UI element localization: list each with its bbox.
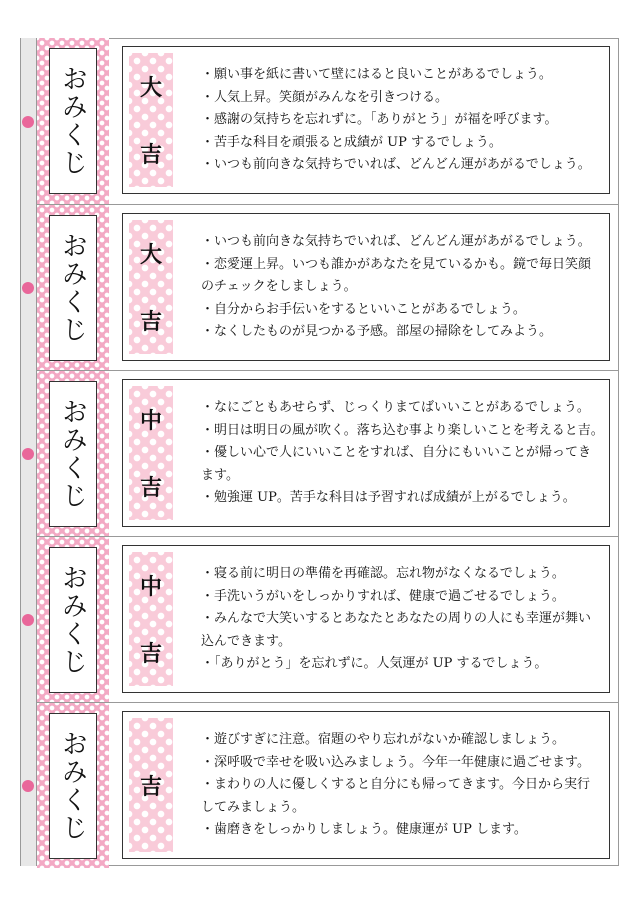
fortune-message-list bbox=[201, 64, 601, 177]
title-box bbox=[49, 381, 97, 527]
fortune-content-box bbox=[122, 545, 610, 693]
fortune-content-box bbox=[122, 711, 610, 859]
fortune-label bbox=[129, 53, 173, 187]
omikuji-slip bbox=[36, 204, 619, 370]
fortune-message-list bbox=[201, 563, 601, 676]
fortune-message-line: ・願い事を紙に書いて壁にはると良いことがあるでしょう。 bbox=[201, 67, 552, 82]
title-box bbox=[49, 48, 97, 194]
fortune-message-list bbox=[201, 397, 604, 510]
slip-title: おみくじ bbox=[57, 65, 88, 177]
title-box bbox=[49, 547, 97, 693]
fortune-message-line: ・寝る前に明日の準備を再確認。忘れ物がなくなるでしょう。 bbox=[201, 566, 565, 581]
fortune-message-line: ・遊びすぎに注意。宿題のやり忘れがないか確認しましょう。 bbox=[201, 732, 566, 747]
fortune-message-line: ・苦手な科目を頑張ると成績が UP するでしょう。 bbox=[201, 134, 502, 150]
fortune-char: 中 bbox=[139, 575, 162, 600]
fortune-message-line: ・人気上昇。笑顔がみんなを引きつける。 bbox=[201, 89, 449, 105]
binding-hole-dot bbox=[22, 282, 34, 294]
fortune-message-line: ・明日は明日の風が吹く。落ち込む事より楽しいことを考えると吉。 bbox=[201, 422, 604, 438]
fortune-message-line: ・なくしたものが見つかる予感。部屋の掃除をしてみよう。 bbox=[201, 324, 553, 339]
pink-dotted-band bbox=[37, 703, 109, 868]
fortune-label bbox=[129, 552, 173, 686]
binding-hole-dot bbox=[22, 116, 34, 128]
fortune-char: 吉 bbox=[139, 310, 162, 335]
fortune-message-line: ・自分からお手伝いをするといいことがあるでしょう。 bbox=[201, 301, 526, 317]
binding-hole-dot bbox=[22, 614, 34, 626]
pink-dotted-band bbox=[37, 371, 109, 536]
fortune-char: 吉 bbox=[139, 642, 162, 667]
fortune-content-box bbox=[122, 46, 610, 194]
fortune-message-line: ます。 bbox=[201, 467, 239, 483]
fortune-char: 吉 bbox=[139, 774, 162, 800]
omikuji-slip bbox=[36, 702, 619, 868]
fortune-content-box bbox=[122, 213, 610, 361]
fortune-char: 中 bbox=[139, 409, 162, 434]
fortune-char: 大 bbox=[139, 76, 162, 101]
fortune-message-line: ・いつも前向きな気持ちでいれば、どんどん運があがるでしょう。 bbox=[201, 234, 591, 249]
fortune-char: 吉 bbox=[139, 143, 162, 168]
fortune-message-line: ・勉強運 UP。苦手な科目は予習すれば成績が上がるでしょう。 bbox=[201, 490, 576, 505]
fortune-message-line: ・恋愛運上昇。いつも誰かがあなたを見ているかも。鏡で毎日笑顔 bbox=[201, 256, 592, 272]
fortune-message-line: 込んできます。 bbox=[201, 633, 291, 649]
fortune-message-line: してみましょう。 bbox=[201, 799, 306, 815]
omikuji-slip bbox=[36, 38, 619, 204]
title-box bbox=[49, 215, 97, 361]
fortune-message-line: ・深呼吸で幸せを吸い込みましょう。今年一年健康に過ごせます。 bbox=[201, 754, 590, 770]
fortune-message-line: ・優しい心で人にいいことをすれば、自分にもいいことが帰ってき bbox=[201, 445, 592, 460]
fortune-message-line: ・歯磨きをしっかりしましょう。健康運が UP します。 bbox=[201, 822, 527, 837]
fortune-char: 吉 bbox=[139, 476, 162, 501]
fortune-message-line: ・感謝の気持ちを忘れずに。「ありがとう」が福を呼びます。 bbox=[201, 112, 558, 127]
pink-dotted-band bbox=[37, 38, 109, 204]
slip-title: おみくじ bbox=[57, 398, 88, 510]
fortune-content-box bbox=[122, 379, 610, 527]
fortune-message-line: ・まわりの人に優しくすると自分にも帰ってきます。今日から実行 bbox=[201, 777, 590, 792]
fortune-label bbox=[129, 718, 173, 852]
fortune-message-line: のチェックをしましょう。 bbox=[201, 279, 357, 294]
fortune-message-line: ・手洗いうがいをしっかりすれば、健康で過ごせるでしょう。 bbox=[201, 588, 565, 604]
pink-dotted-band bbox=[37, 537, 109, 702]
fortune-message-line: ・「ありがとう」を忘れずに。人気運が UP するでしょう。 bbox=[201, 656, 548, 671]
fortune-message-list bbox=[201, 231, 601, 344]
fortune-char: 大 bbox=[139, 243, 162, 268]
fortune-label bbox=[129, 386, 173, 520]
slip-title: おみくじ bbox=[57, 564, 88, 676]
binding-hole-dot bbox=[22, 448, 34, 460]
slip-title: おみくじ bbox=[57, 730, 88, 842]
fortune-message-line: ・いつも前向きな気持ちでいれば、どんどん運があがるでしょう。 bbox=[201, 157, 591, 172]
fortune-message-line: ・みんなで大笑いするとあなたとあなたの周りの人にも幸運が舞い bbox=[201, 611, 592, 626]
fortune-message-list bbox=[201, 729, 601, 842]
slip-title: おみくじ bbox=[57, 232, 88, 344]
fortune-label bbox=[129, 220, 173, 354]
omikuji-slip bbox=[36, 536, 619, 702]
pink-dotted-band bbox=[37, 205, 109, 370]
fortune-message-line: ・なにごともあせらず、じっくりまてばいいことがあるでしょう。 bbox=[201, 400, 590, 415]
binding-hole-dot bbox=[22, 780, 34, 792]
title-box bbox=[49, 713, 97, 859]
omikuji-slip bbox=[36, 370, 619, 536]
